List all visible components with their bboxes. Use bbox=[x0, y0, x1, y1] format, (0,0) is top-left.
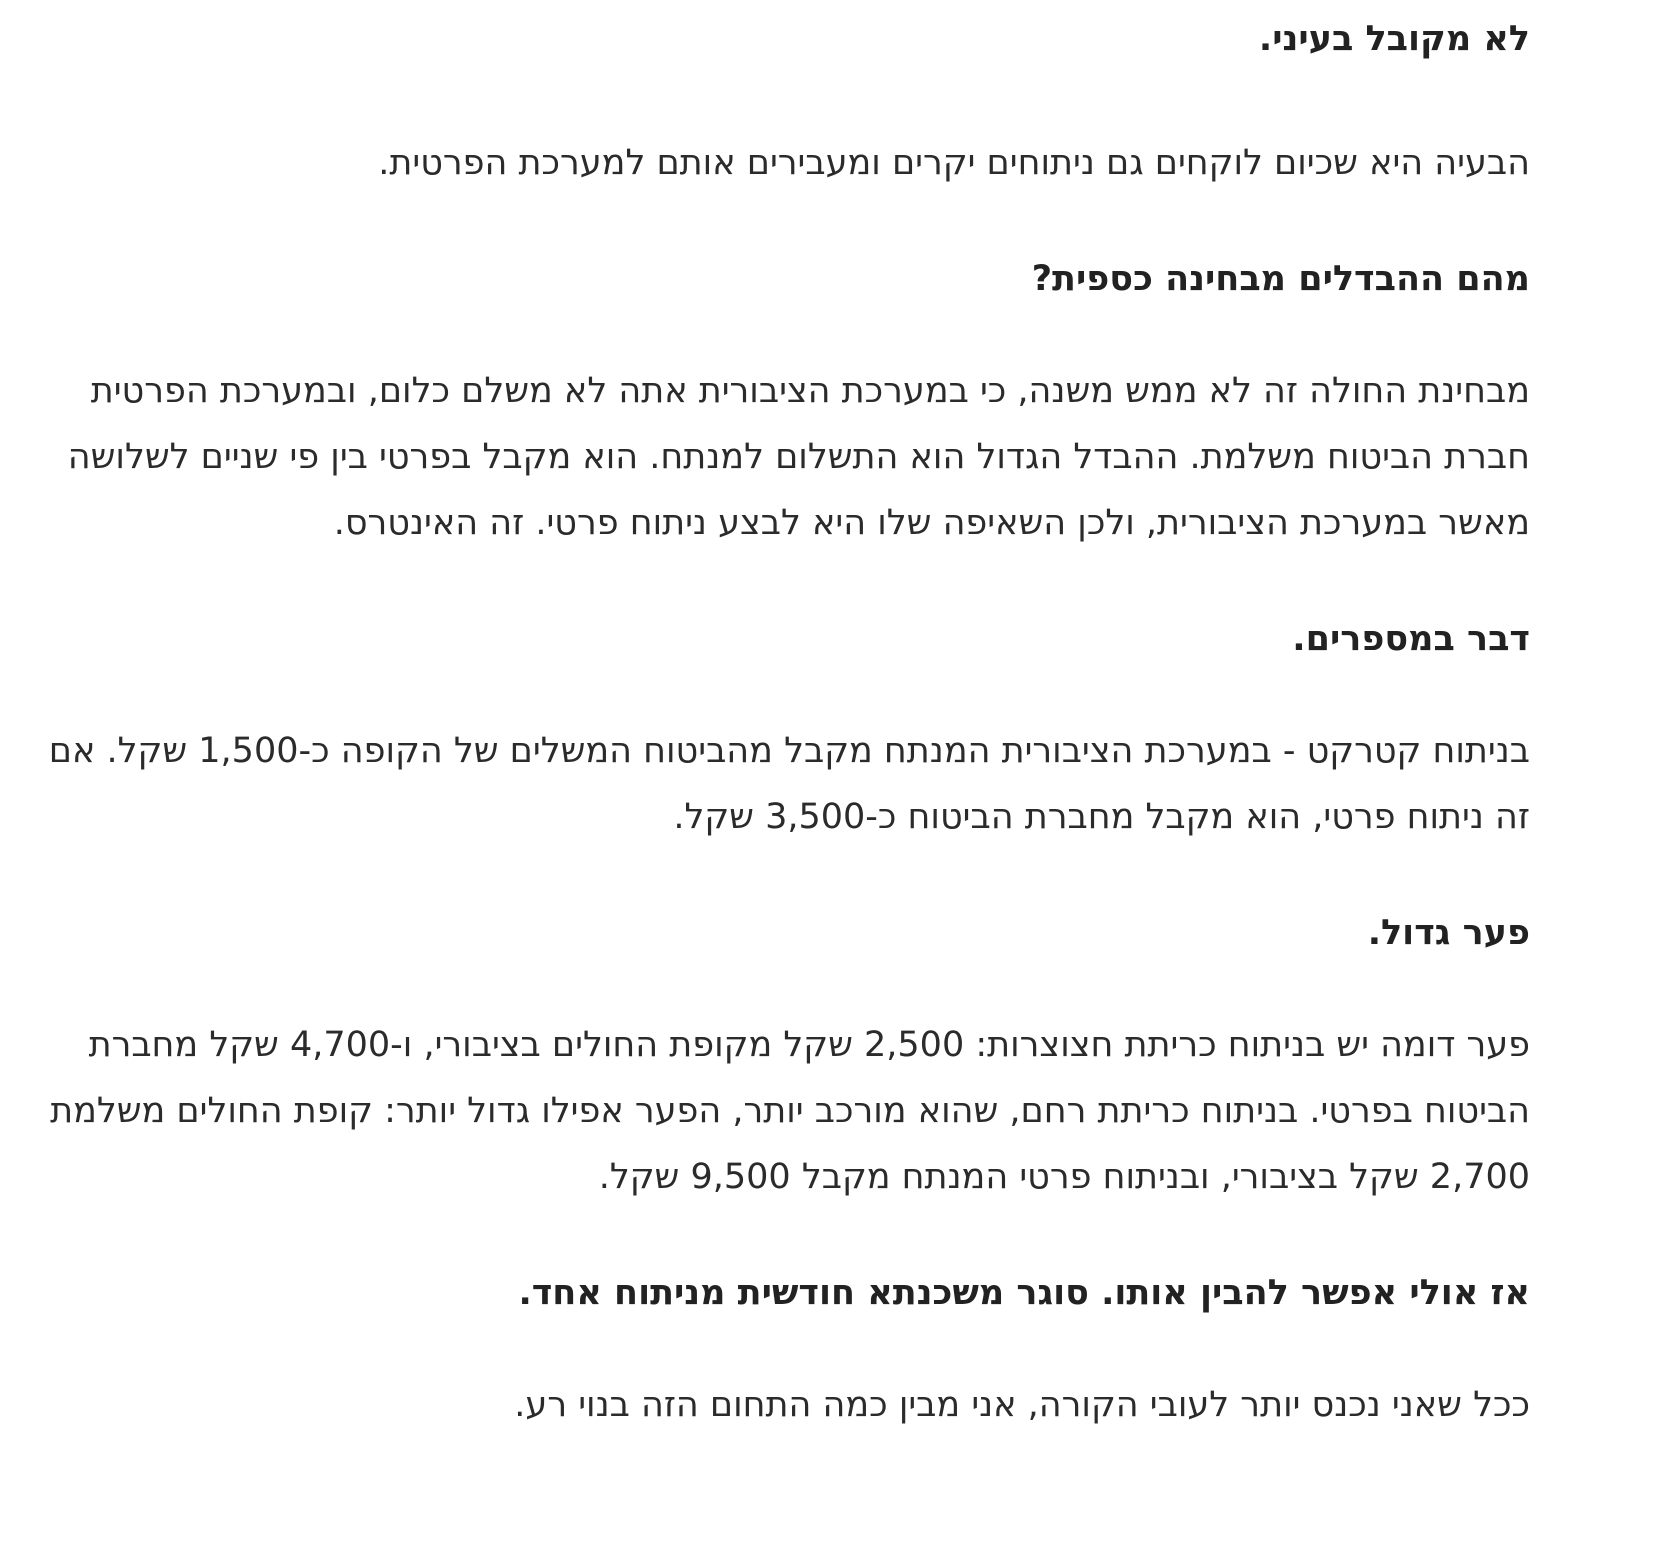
article-subheading: לא מקובל בעיני. bbox=[1258, 19, 1530, 59]
paragraph-line: זה ניתוח פרטי, הוא מקבל מחברת הביטוח כ-3,500 שקל. bbox=[673, 797, 1530, 837]
article-paragraph bbox=[50, 1012, 1530, 1210]
article-paragraph bbox=[48, 718, 1530, 850]
paragraph-line: חברת הביטוח משלמת. ההבדל הגדול הוא התשלום למנתח. הוא מקבל בפרטי בין פי שניים לשלושה bbox=[67, 437, 1530, 477]
article-paragraph bbox=[56, 358, 1530, 556]
paragraph-line: מבחינת החולה זה לא ממש משנה, כי במערכת הציבורית אתה לא משלם כלום, ובמערכת הפרטית bbox=[90, 371, 1530, 411]
paragraph-line: 2,700 שקל בציבורי, ובניתוח פרטי המנתח מקבל 9,500 שקל. bbox=[598, 1157, 1530, 1197]
paragraph-line: הביטוח בפרטי. בניתוח כריתת רחם, שהוא מורכב יותר, הפער אפילו גדול יותר: קופת החולים משלמת bbox=[50, 1091, 1530, 1131]
article-subheading: אז אולי אפשר להבין אותו. סוגר משכנתא חודשית מניתוח אחד. bbox=[518, 1273, 1530, 1313]
article-subheading: מהם ההבדלים מבחינה כספית? bbox=[1031, 259, 1530, 299]
paragraph-line: פער דומה יש בניתוח כריתת חצוצרות: 2,500 שקל מקופת החולים בציבורי, ו-4,700 שקל מחברת bbox=[88, 1025, 1530, 1065]
article-paragraph: הבעיה היא שכיום לוקחים גם ניתוחים יקרים ומעבירים אותם למערכת הפרטית. bbox=[378, 143, 1530, 183]
paragraph-line: מאשר במערכת הציבורית, ולכן השאיפה שלו היא לבצע ניתוח פרטי. זה האינטרס. bbox=[333, 503, 1530, 543]
article-subheading: פער גדול. bbox=[1367, 913, 1530, 953]
paragraph-line: בניתוח קטרקט - במערכת הציבורית המנתח מקבל מהביטוח המשלים של הקופה כ-1,500 שקל. אם bbox=[48, 731, 1530, 771]
article-subheading: דבר במספרים. bbox=[1292, 619, 1530, 659]
article-paragraph: ככל שאני נכנס יותר לעובי הקורה, אני מבין כמה התחום הזה בנוי רע. bbox=[514, 1385, 1530, 1425]
article-body bbox=[0, 6, 1653, 1438]
